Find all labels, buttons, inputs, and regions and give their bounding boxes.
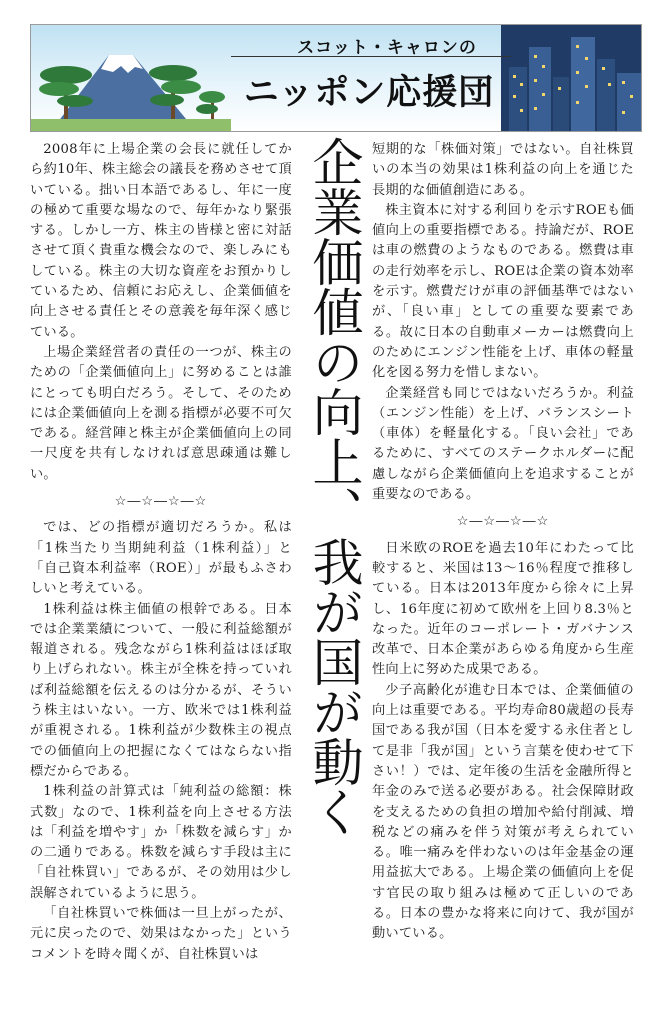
mount-fuji-with-pine-trees-icon	[31, 55, 231, 131]
paragraph: 2008年に上場企業の会長に就任してから約10年、株主総会の議長を務めさせて頂いている。拙い日本語であるし、年に一度の極めて重要な場なので、毎年かなり緊張する。しかし一方、株主の皆様と密に対話させて頂く貴重な機会なので、楽しみにもしている。株主の大切な資産をお預かりしているため、信頼にお応えし、企業価値を向上させる責任とその意義を毎年深く感じている。	[30, 142, 292, 340]
series-title: ニッポン応援団	[243, 73, 495, 113]
section-divider: ☆―☆―☆―☆	[114, 494, 208, 510]
paragraph: では、どの指標が適切だろうか。私は「1株当たり当期純利益（1株利益）」と「自己資本利益率（ROE）」が最もふさわしいと考えている。	[30, 520, 292, 597]
series-label: スコット・キャロンの	[297, 38, 477, 58]
paragraph: 「自社株買いで株価は一旦上がったが、元に戻ったので、効果はなかった」というコメントを時々聞くが、自社株買いは	[30, 905, 292, 962]
paragraph: 1株利益は株主価値の根幹である。日本では企業業績について、一般に利益総額が報道される。残念ながら1株利益はほぼ取り上げられない。株主が全株を持っていれば利益総額を伝えるのは分かるが、そういう株主はいない。一方、欧米では1株利益が重視される。1株利益が少数株主の視点での価値向上の把握になくてはならない指標だからである。	[30, 601, 292, 779]
paragraph: 企業経営も同じではないだろうか。利益（エンジン性能）を上げ、バランスシート（車体）を軽量化する。「良い会社」であるために、すべてのステークホルダーに配慮しながら企業価値向上を追求することが重要なのである。	[372, 385, 634, 503]
headline: 企業価値の向上、我が国が動く	[303, 136, 362, 836]
paragraph: 短期的な「株価対策」ではない。自社株買いの本当の効果は1株利益の向上を通じた長期的な価値創造にある。	[372, 142, 634, 198]
city-skyline-icon	[501, 25, 641, 131]
title-rule	[231, 56, 511, 57]
section-divider: ☆―☆―☆―☆	[456, 514, 550, 530]
paragraph: 上場企業経営者の責任の一つが、株主のための「企業価値向上」に努めることは誰にとっても明白だろう。そして、そのためには企業価値向上を測る指標が必要不可欠である。経営陣と株主が企業価値向上の同一尺度を共有しなければ意思疎通は難しい。	[30, 344, 292, 482]
series-banner	[30, 24, 642, 132]
paragraph: 1株利益の計算式は「純利益の総額：株式数」なので、1株利益を向上させる方法は「利益を増やす」か「株数を減らす」かの二通りである。株数を減らす手段は主に「自社株買い」であるが、その効用は少し誤解されているように思う。	[30, 784, 292, 901]
paragraph: 日米欧のROEを過去10年にわたって比較すると、米国は13～16％程度で推移している。日本は2013年度から徐々に上昇し、16年度に初めて欧州を上回り8.3％となった。近年のコーポレート・ガバナンス改革で、日本企業があらゆる角度から生産性向上に努めた成果である。	[372, 540, 634, 678]
paragraph: 少子高齢化が進む日本では、企業価値の向上は重要である。平均寿命80歳超の長寿国である我が国（日本を愛する永住者として是非「我が国」という言葉を使わせて下さい！）では、定年後の生活を金融所得と年金のみで送る必要がある。社会保障財政を支えるための負担の増加や給付削減、増税などの痛みを伴う対策が考えられている。唯一痛みを伴わないのは年金基金の運用益拡大である。上場企業の価値向上を促す官民の取り組みは極めて正しいのである。日本の豊かな将来に向けて、我が国が動いている。	[372, 682, 634, 942]
left-column	[30, 140, 292, 965]
right-column	[372, 140, 634, 945]
paragraph: 株主資本に対する利回りを示すROEも価値向上の重要指標である。持論だが、ROEは車の燃費のようなものである。燃費は車の走行効率を示し、ROEは企業の資本効率を示す。燃費だけが車の評価基準ではないが、「良い車」としての重要な要素である。故に日本の自動車メーカーは燃費向上のためにエンジン性能を上げ、車体の軽量化を図る努力を惜しまない。	[372, 202, 634, 381]
